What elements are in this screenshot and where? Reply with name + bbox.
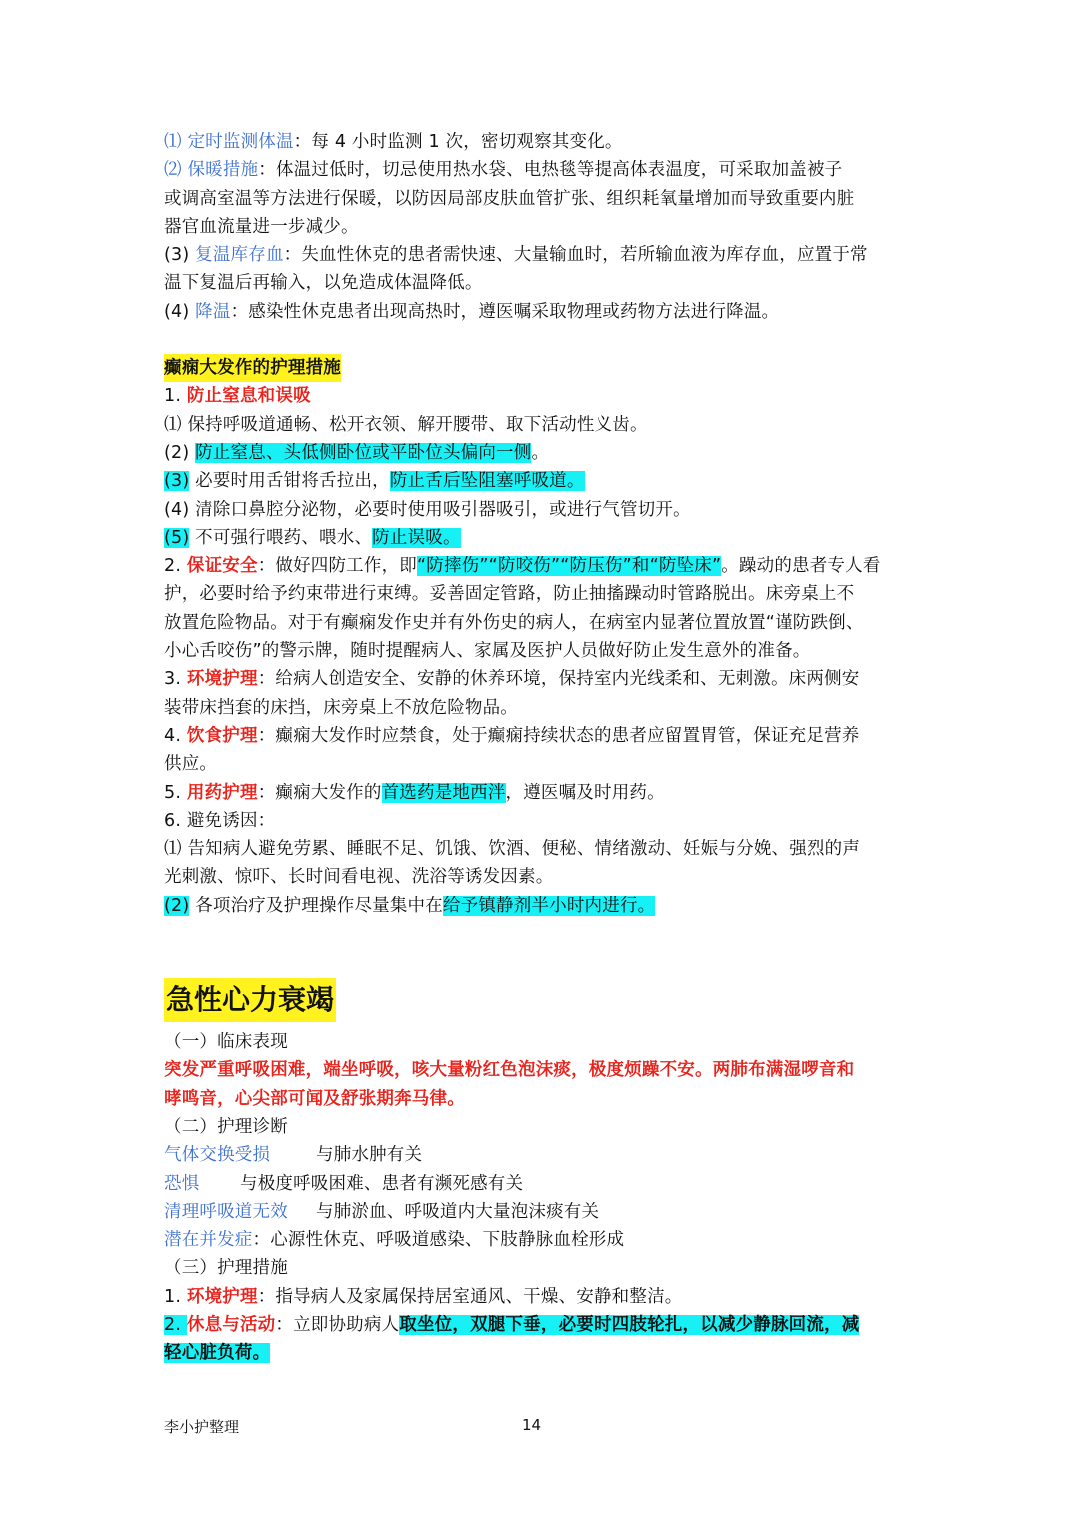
- step-number: 1.: [164, 1286, 187, 1307]
- measure-2: [164, 1311, 924, 1339]
- highlight-text: 轻心脏负荷。: [164, 1343, 271, 1364]
- item-number: (2): [164, 895, 190, 916]
- step-number: 3.: [164, 669, 187, 690]
- item-number: ⑵: [164, 160, 188, 181]
- highlight-text: 防止舌后坠阻塞呼吸道。: [389, 471, 585, 492]
- epilepsy-step-2: [164, 552, 924, 580]
- subsection-title: （一）临床表现: [164, 1032, 288, 1053]
- diagnosis-text: ：心源性休克、呼吸道感染、下肢静脉血栓形成: [252, 1230, 625, 1251]
- step-label: 用药护理: [186, 782, 258, 803]
- step-label: 饮食护理: [186, 725, 258, 746]
- text-line: 放置危险物品。对于有癫痫发作史并有外伤史的病人，在病室内显著位置放置“谨防跌倒、: [164, 612, 864, 633]
- diagnosis-row: [164, 1141, 924, 1169]
- step-number: 5.: [164, 782, 187, 803]
- item-text: ：给病人创造安全、安静的休养环境，保持室内光线柔和、无刺激。床两侧安: [257, 669, 860, 690]
- text-line: (4) 清除口鼻腔分泌物，必要时使用吸引器吸引，或进行气管切开。: [164, 499, 691, 520]
- highlight-text: 取坐位，双腿下垂，必要时四肢轮扎，以减少静脉回流，减: [399, 1314, 860, 1335]
- highlight-text: 防止窒息、头低侧卧位或平卧位头偏向一侧: [195, 442, 532, 463]
- diagnosis-text: 与肺淤血、呼吸道内大量泡沫痰有关: [316, 1201, 600, 1222]
- step-label: 环境护理: [186, 669, 258, 690]
- highlight-text: 首选药是地西泮: [381, 782, 506, 803]
- diagnosis-row: [164, 1170, 924, 1198]
- highlight-text: 给予镇静剂半小时内进行。: [442, 895, 656, 916]
- section-heading: 癫痫大发作的护理措施: [164, 354, 341, 382]
- diagnosis-label: 潜在并发症: [164, 1230, 253, 1251]
- highlight-text: “防摔伤”“防咬伤”“防压伤”和“防坠床”: [417, 556, 722, 577]
- item-number: ⑴: [164, 132, 188, 152]
- item-text: ：感染性休克患者出现高热时，遵医嘱采取物理或药物方法进行降温。: [230, 301, 780, 322]
- diagnosis-label: 气体交换受损: [164, 1145, 271, 1166]
- epilepsy-step-4: [164, 722, 924, 750]
- step-number: 1.: [164, 386, 187, 407]
- item-text: ：癫痫大发作的: [257, 782, 382, 803]
- page-number: 14: [522, 1416, 542, 1434]
- shock-item-2: [164, 156, 924, 184]
- diagnosis-text: 与极度呼吸困难、患者有濒死感有关: [240, 1173, 524, 1194]
- item-label: 复温库存血: [195, 245, 284, 266]
- text-line: 小心舌咬伤”的警示牌，随时提醒病人、家属及医护人员做好防止发生意外的准备。: [164, 641, 811, 662]
- clinical-text: 突发严重呼吸困难，端坐呼吸，咳大量粉红色泡沫痰，极度烦躁不安。两肺布满湿啰音和: [164, 1060, 855, 1081]
- item-text: ，遵医嘱及时用药。: [505, 782, 665, 803]
- highlight-number: [164, 1315, 187, 1335]
- item-label: 定时监测体温: [187, 132, 294, 152]
- epilepsy-step-1c: [164, 467, 924, 495]
- epilepsy-step-6: 6. 避免诱因：: [164, 810, 276, 831]
- step-number: 2.: [164, 1314, 187, 1335]
- shock-item-1: [164, 128, 924, 156]
- page-content: [164, 128, 924, 1368]
- section-heading-heart: [164, 978, 924, 1022]
- item-text: ：体温过低时，切忌使用热水袋、电热毯等提高体表温度，可采取加盖被子: [258, 160, 843, 181]
- text-line: 装带床挡套的床挡，床旁桌上不放危险物品。: [164, 697, 518, 718]
- item-text: ：失血性休克的患者需快速、大量输血时，若所输血液为库存血，应置于常: [283, 245, 868, 266]
- step-label: 保证安全: [186, 556, 258, 577]
- step-label: 环境护理: [186, 1286, 258, 1307]
- shock-item-4: [164, 298, 924, 326]
- item-number: (3): [164, 245, 196, 266]
- diagnosis-label: 清理呼吸道无效: [164, 1201, 288, 1222]
- item-text: ：立即协助病人: [275, 1314, 400, 1335]
- item-number: (5): [164, 527, 190, 548]
- measure-2-cont: [164, 1339, 924, 1367]
- step-label: 防止窒息和误吸: [186, 386, 311, 407]
- epilepsy-step-1b: [164, 439, 924, 467]
- item-text: 各项治疗及护理操作尽量集中在: [189, 895, 443, 916]
- diagnosis-row: [164, 1226, 924, 1254]
- step-number: 2.: [164, 556, 187, 577]
- text-line: ⑴ 保持呼吸道通畅、松开衣领、解开腰带、取下活动性义齿。: [164, 414, 648, 435]
- step-label: 休息与活动: [186, 1314, 276, 1335]
- item-text: 必要时用舌钳将舌拉出，: [189, 471, 390, 492]
- item-text: ：癫痫大发作时应禁食，处于癫痫持续状态的患者应留置胃管，保证充足营养: [257, 725, 860, 746]
- subsection-title: （二）护理诊断: [164, 1116, 288, 1137]
- text-line: 器官血流量进一步减少。: [164, 216, 359, 237]
- epilepsy-step-3: [164, 665, 924, 693]
- epilepsy-step-5: [164, 779, 924, 807]
- item-number: (4): [164, 301, 196, 322]
- text-line: ⑴ 告知病人避免劳累、睡眠不足、饥饿、饮酒、便秘、情绪激动、妊娠与分娩、强烈的声: [164, 839, 861, 860]
- step-number: 4.: [164, 725, 187, 746]
- diagnosis-label: 恐惧: [164, 1173, 200, 1194]
- diagnosis-text: 与肺水肿有关: [316, 1145, 423, 1166]
- footer-author: 李小护整理: [164, 1418, 240, 1436]
- shock-item-3: [164, 241, 924, 269]
- diagnosis-row: [164, 1198, 924, 1226]
- item-text: ：指导病人及家属保持居室通风、干燥、安静和整洁。: [257, 1286, 683, 1307]
- text-line: 供应。: [164, 754, 218, 775]
- subsection-title: （三）护理措施: [164, 1258, 288, 1279]
- item-label: 保暖措施: [187, 160, 259, 181]
- item-text: 。躁动的患者专人看: [721, 556, 881, 577]
- text-line: 光刺激、惊吓、长时间看电视、洗浴等诱发因素。: [164, 867, 554, 888]
- text-line: 温下复温后再输入，以免造成体温降低。: [164, 273, 483, 294]
- spacer: [164, 920, 924, 978]
- epilepsy-step-1e: [164, 524, 924, 552]
- spacer: [164, 326, 924, 354]
- measure-1: [164, 1283, 924, 1311]
- item-label: 降温: [195, 301, 231, 322]
- item-text: ：每 4 小时监测 1 次，密切观察其变化。: [293, 132, 623, 152]
- text-line: 护，必要时给予约束带进行束缚。妥善固定管路，防止抽搐躁动时管路脱出。床旁桌上不: [164, 584, 855, 605]
- section-heading-epilepsy: [164, 354, 924, 382]
- item-text: 不可强行喂药、喂水、: [189, 527, 373, 548]
- item-number: (2): [164, 442, 196, 463]
- epilepsy-step-6b: [164, 892, 924, 920]
- text-line: 或调高室温等方法进行保暖，以防因局部皮肤血管扩张、组织耗氧量增加而导致重要内脏: [164, 188, 855, 209]
- item-text: ：做好四防工作，即: [257, 556, 417, 577]
- item-number: (3): [164, 471, 190, 492]
- clinical-text: 哮鸣音，心尖部可闻及舒张期奔马律。: [164, 1088, 465, 1109]
- item-text: 。: [531, 442, 550, 463]
- epilepsy-step-1: [164, 382, 924, 410]
- highlight-text: 防止误吸。: [372, 527, 461, 548]
- section-heading: 急性心力衰竭: [164, 978, 336, 1022]
